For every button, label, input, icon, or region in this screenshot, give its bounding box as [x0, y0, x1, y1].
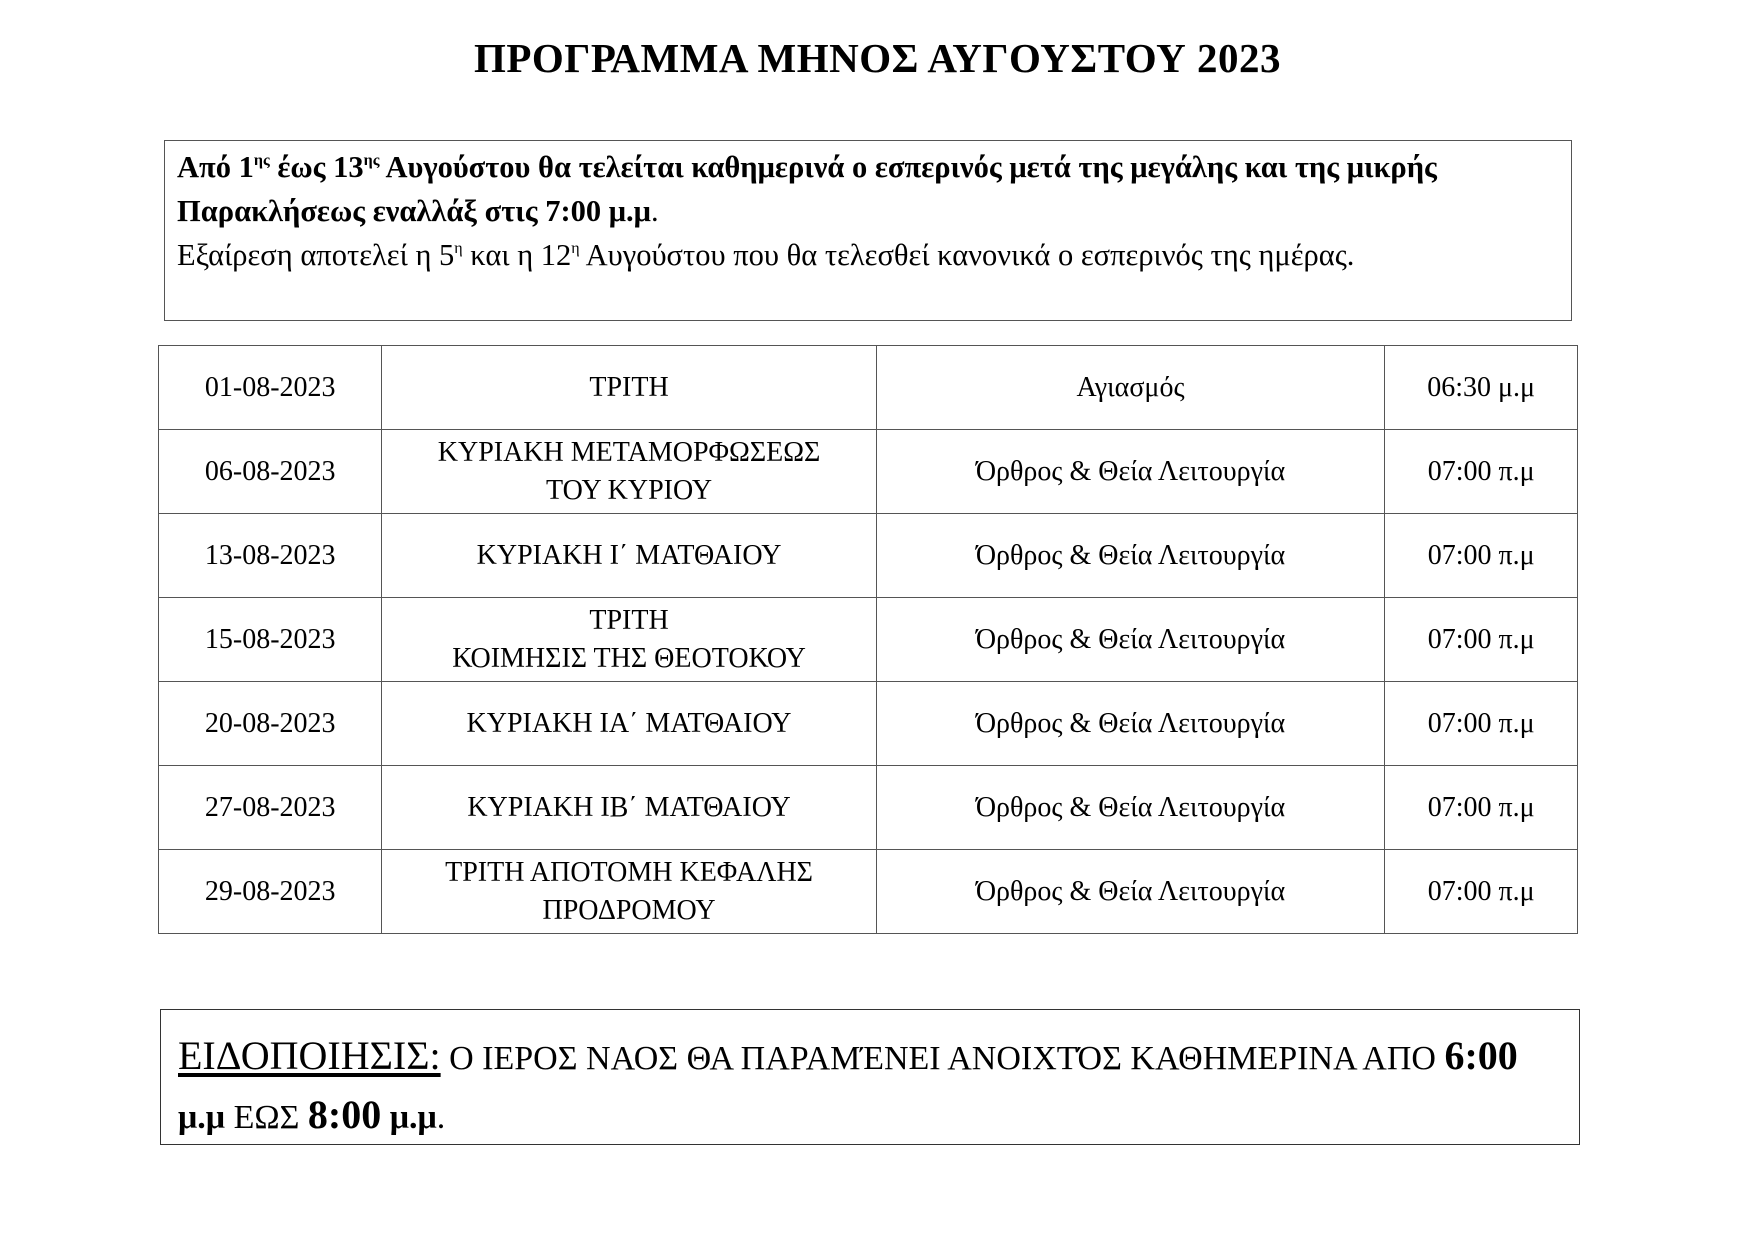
date-cell: 20-08-2023 — [159, 682, 382, 766]
feast-name-line: ΚΟΙΜΗΣΙΣ ΤΗΣ ΘΕΟΤΟΚΟΥ — [452, 642, 806, 674]
feast-name-line: ΠΡΟΔΡΟΜΟΥ — [542, 894, 716, 926]
feast-name-cell — [382, 346, 876, 430]
feast-name-line: ΤΡΙΤΗ — [589, 371, 669, 403]
notice-time-from: 6:00 — [1444, 1033, 1518, 1078]
feast-name-line: ΚΥΡΙΑΚΗ ΙΒ΄ ΜΑΤΘΑΙΟΥ — [467, 791, 791, 823]
intro-bold-part2: έως 13 — [269, 150, 364, 184]
intro-normal-part3: Αυγούστου που θα τελεσθεί κανονικά ο εσπερινός της ημέρας. — [579, 238, 1355, 272]
intro-bold-text — [177, 150, 1437, 228]
service-cell: Όρθρος & Θεία Λειτουργία — [876, 430, 1385, 514]
feast-name-line: ΤΟΥ ΚΥΡΙΟΥ — [546, 474, 713, 506]
table-row — [159, 598, 1578, 682]
notice-end: . — [436, 1099, 446, 1136]
time-cell: 06:30 μ.μ — [1385, 346, 1578, 430]
service-cell: Όρθρος & Θεία Λειτουργία — [876, 598, 1385, 682]
time-cell: 07:00 π.μ — [1385, 682, 1578, 766]
feast-name-line: ΚΥΡΙΑΚΗ ΜΕΤΑΜΟΡΦΩΣΕΩΣ — [437, 436, 821, 468]
time-cell: 07:00 π.μ — [1385, 430, 1578, 514]
intro-bold-part1: Από 1 — [177, 150, 254, 184]
feast-name-line: ΚΥΡΙΑΚΗ Ι΄ ΜΑΤΘΑΙΟΥ — [476, 539, 782, 571]
table-row — [159, 430, 1578, 514]
feast-name-line: ΤΡΙΤΗ ΑΠΟΤΟΜΗ ΚΕΦΑΛΗΣ — [445, 856, 813, 888]
date-cell: 29-08-2023 — [159, 850, 382, 934]
notice-text2: ΕΩΣ — [225, 1099, 308, 1136]
notice-text1: Ο ΙΕΡΟΣ ΝΑΟΣ ΘΑ ΠΑΡΑΜΈΝΕΙ ΑΝΟΙΧΤΌΣ ΚΑΘΗΜΕΡΙΝΑ ΑΠΟ — [440, 1040, 1445, 1077]
service-cell: Όρθρος & Θεία Λειτουργία — [876, 682, 1385, 766]
service-cell: Όρθρος & Θεία Λειτουργία — [876, 514, 1385, 598]
table-row — [159, 850, 1578, 934]
time-cell: 07:00 π.μ — [1385, 766, 1578, 850]
intro-notice-box — [164, 140, 1572, 321]
notice-unit-from: μ.μ — [178, 1099, 226, 1136]
date-cell: 27-08-2023 — [159, 766, 382, 850]
intro-normal-text — [177, 238, 1354, 272]
opening-hours-notice — [160, 1009, 1580, 1145]
feast-name-cell — [382, 850, 876, 934]
intro-bold-sup1: ης — [253, 152, 270, 169]
notice-unit-to: μ.μ — [381, 1099, 437, 1136]
feast-name-cell — [382, 598, 876, 682]
intro-normal-sup1: η — [454, 240, 463, 257]
date-cell: 06-08-2023 — [159, 430, 382, 514]
feast-name-line: ΤΡΙΤΗ — [589, 604, 669, 636]
date-cell: 13-08-2023 — [159, 514, 382, 598]
intro-normal-part2: και η 12 — [462, 238, 572, 272]
time-cell: 07:00 π.μ — [1385, 598, 1578, 682]
table-row — [159, 346, 1578, 430]
notice-time-to: 8:00 — [307, 1092, 382, 1137]
feast-name-cell — [382, 766, 876, 850]
table-row — [159, 514, 1578, 598]
service-cell: Αγιασμός — [876, 346, 1385, 430]
notice-label: ΕΙΔΟΠΟΙΗΣΙΣ: — [178, 1033, 441, 1078]
intro-normal-sup2: η — [571, 240, 580, 257]
intro-period: . — [650, 194, 659, 228]
table-row — [159, 766, 1578, 850]
table-row — [159, 682, 1578, 766]
schedule-table-body — [159, 346, 1578, 934]
page-title: ΠΡΟΓΡΑΜΜΑ ΜΗΝΟΣ ΑΥΓΟΥΣΤΟΥ 2023 — [473, 35, 1281, 81]
feast-name-cell — [382, 682, 876, 766]
time-cell: 07:00 π.μ — [1385, 514, 1578, 598]
date-cell: 01-08-2023 — [159, 346, 382, 430]
feast-name-line: ΚΥΡΙΑΚΗ ΙΑ΄ ΜΑΤΘΑΙΟΥ — [466, 707, 792, 739]
schedule-table — [158, 345, 1578, 934]
feast-name-cell — [382, 430, 876, 514]
intro-normal-part1: Εξαίρεση αποτελεί η 5 — [177, 238, 455, 272]
intro-bold-part3: Αυγούστου θα τελείται καθημερινά ο εσπερινός μετά της μεγάλης και της μικρής Παρακλήσεως εναλλάξ στις 7:00 μ.μ — [177, 150, 1437, 228]
feast-name-cell — [382, 514, 876, 598]
time-cell: 07:00 π.μ — [1385, 850, 1578, 934]
service-cell: Όρθρος & Θεία Λειτουργία — [876, 850, 1385, 934]
service-cell: Όρθρος & Θεία Λειτουργία — [876, 766, 1385, 850]
date-cell: 15-08-2023 — [159, 598, 382, 682]
intro-bold-sup2: ης — [363, 152, 380, 169]
